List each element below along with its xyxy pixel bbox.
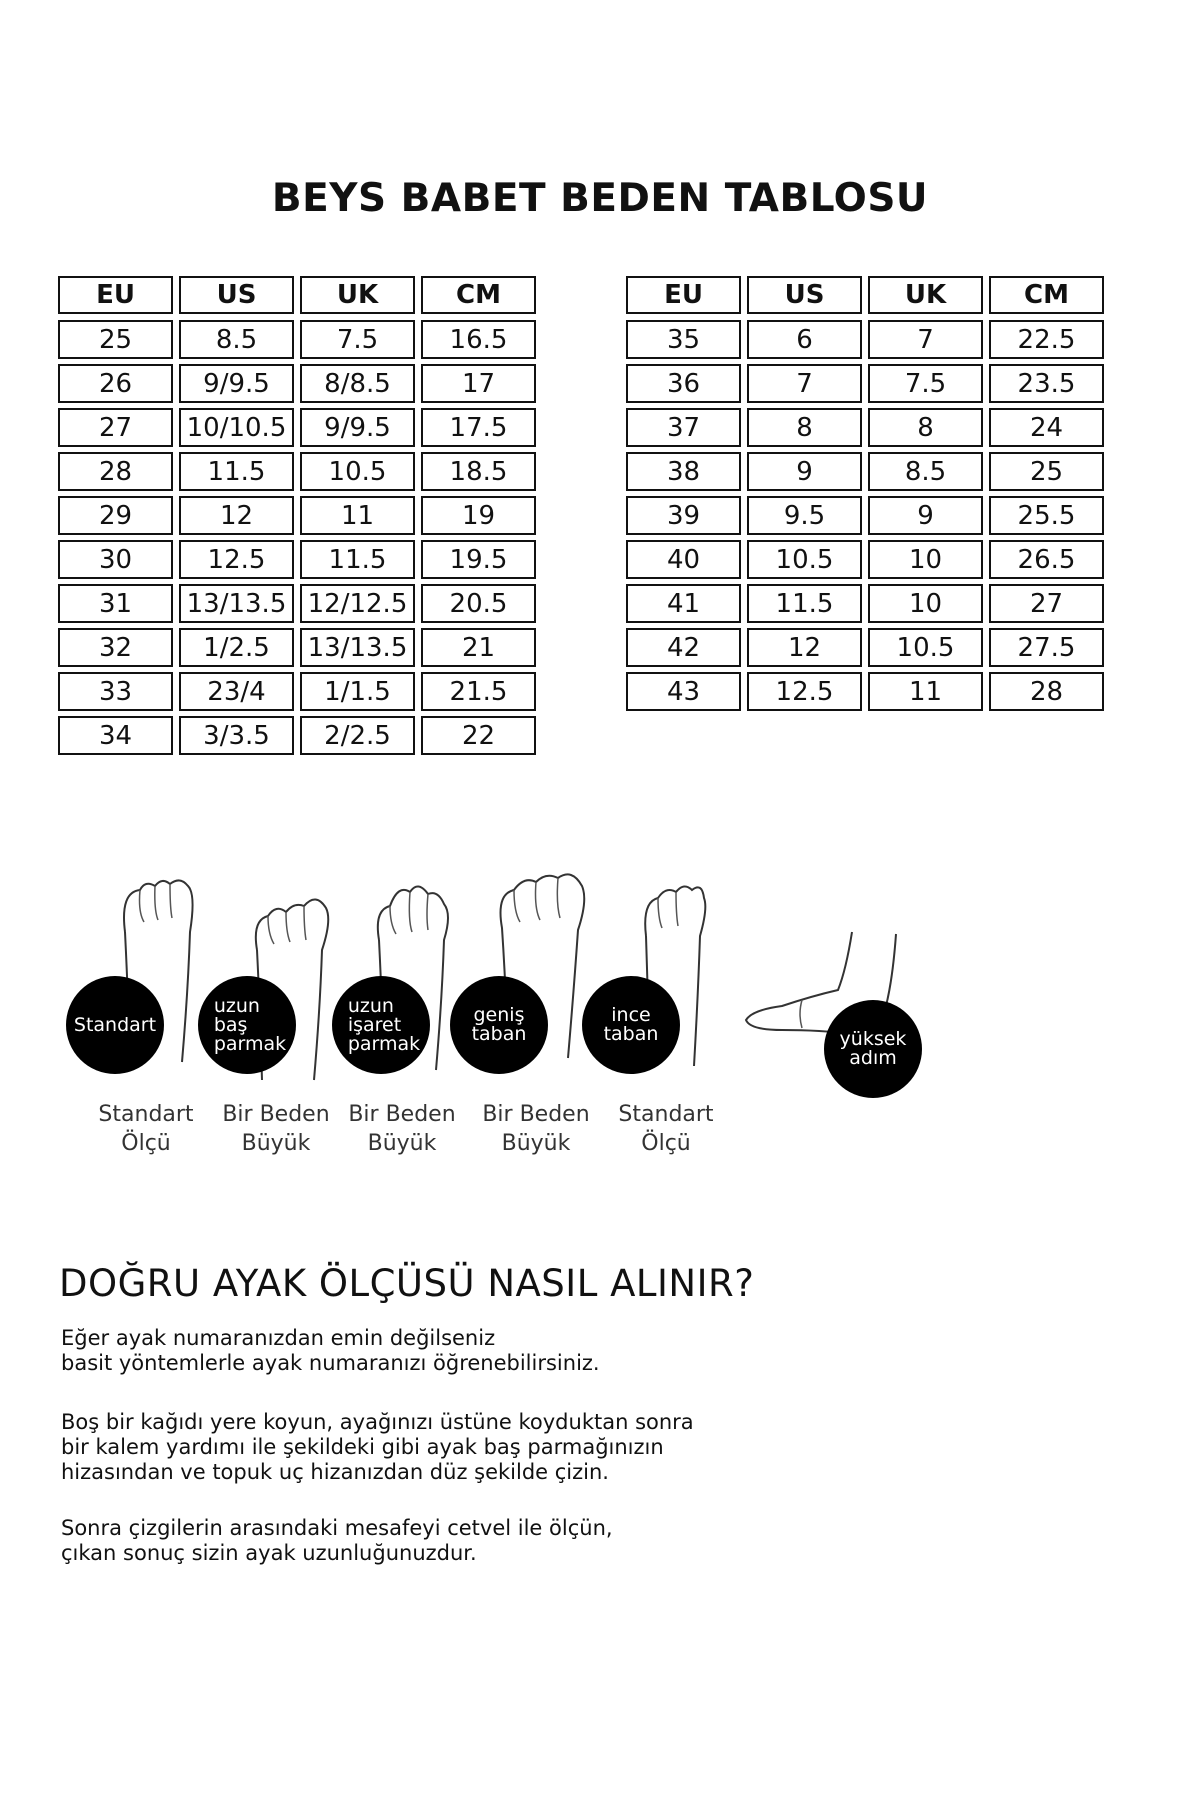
- cell-cm: 23.5: [989, 364, 1104, 403]
- cell-cm: 19.5: [421, 540, 536, 579]
- measure-heading: DOĞRU AYAK ÖLÇÜSÜ NASIL ALINIR?: [59, 1262, 755, 1305]
- cell-eu: 43: [626, 672, 741, 711]
- foot-type-caption: Bir Beden Büyük: [348, 1102, 456, 1156]
- cell-cm: 27.5: [989, 628, 1104, 667]
- measure-paragraph: Eğer ayak numaranızdan emin değilseniz basit yöntemlerle ayak numaranızı öğrenebilirsiniz.: [61, 1326, 600, 1375]
- cell-cm: 22: [421, 716, 536, 755]
- cell-us: 12: [747, 628, 862, 667]
- cell-us: 3/3.5: [179, 716, 294, 755]
- header-us: US: [747, 276, 862, 314]
- cell-us: 12.5: [179, 540, 294, 579]
- cell-us: 9.5: [747, 496, 862, 535]
- foot-type-badge: uzun baş parmak: [198, 976, 296, 1074]
- cell-uk: 11: [868, 672, 983, 711]
- cell-eu: 26: [58, 364, 173, 403]
- cell-uk: 10: [868, 584, 983, 623]
- table-row: [626, 452, 1104, 491]
- cell-cm: 25: [989, 452, 1104, 491]
- header-uk: UK: [300, 276, 415, 314]
- cell-cm: 24: [989, 408, 1104, 447]
- size-table-left: [58, 276, 536, 760]
- table-row: [58, 716, 536, 755]
- cell-cm: 26.5: [989, 540, 1104, 579]
- table-row: [626, 320, 1104, 359]
- size-table-right-body: [626, 320, 1104, 711]
- foot-type-badge: Standart: [66, 976, 164, 1074]
- cell-uk: 10: [868, 540, 983, 579]
- cell-uk: 1/1.5: [300, 672, 415, 711]
- foot-type-caption: Bir Beden Büyük: [222, 1102, 330, 1156]
- cell-cm: 17: [421, 364, 536, 403]
- table-header-row: [626, 276, 1104, 314]
- cell-eu: 35: [626, 320, 741, 359]
- cell-us: 10.5: [747, 540, 862, 579]
- cell-cm: 28: [989, 672, 1104, 711]
- cell-us: 8.5: [179, 320, 294, 359]
- table-row: [58, 584, 536, 623]
- cell-uk: 8/8.5: [300, 364, 415, 403]
- header-cm: CM: [421, 276, 536, 314]
- foot-type-guide: [0, 860, 1000, 1180]
- cell-eu: 40: [626, 540, 741, 579]
- table-row: [58, 320, 536, 359]
- cell-uk: 9: [868, 496, 983, 535]
- cell-cm: 19: [421, 496, 536, 535]
- header-cm: CM: [989, 276, 1104, 314]
- header-eu: EU: [58, 276, 173, 314]
- header-eu: EU: [626, 276, 741, 314]
- cell-cm: 21.5: [421, 672, 536, 711]
- measure-paragraph: Boş bir kağıdı yere koyun, ayağınızı üstüne koyduktan sonra bir kalem yardımı ile şekildeki gibi ayak baş parmağınızın hizasından ve topuk uç hizanızdan düz şekilde çizin.: [61, 1410, 694, 1484]
- header-us: US: [179, 276, 294, 314]
- cell-cm: 21: [421, 628, 536, 667]
- cell-us: 12: [179, 496, 294, 535]
- foot-type-badge: geniş taban: [450, 976, 548, 1074]
- foot-type-badge: ince taban: [582, 976, 680, 1074]
- cell-uk: 10.5: [868, 628, 983, 667]
- cell-us: 1/2.5: [179, 628, 294, 667]
- foot-type-badge: yüksek adım: [824, 1000, 922, 1098]
- cell-us: 6: [747, 320, 862, 359]
- table-row: [58, 672, 536, 711]
- cell-cm: 27: [989, 584, 1104, 623]
- table-row: [626, 408, 1104, 447]
- cell-uk: 11: [300, 496, 415, 535]
- cell-us: 13/13.5: [179, 584, 294, 623]
- table-row: [58, 364, 536, 403]
- measure-paragraph: Sonra çizgilerin arasındaki mesafeyi cetvel ile ölçün, çıkan sonuç sizin ayak uzunluğunuzdur.: [61, 1516, 613, 1565]
- header-uk: UK: [868, 276, 983, 314]
- cell-eu: 36: [626, 364, 741, 403]
- table-row: [626, 584, 1104, 623]
- cell-eu: 37: [626, 408, 741, 447]
- cell-cm: 17.5: [421, 408, 536, 447]
- table-row: [58, 496, 536, 535]
- cell-eu: 33: [58, 672, 173, 711]
- cell-uk: 7.5: [868, 364, 983, 403]
- foot-type-caption: Standart Ölçü: [618, 1102, 714, 1156]
- cell-eu: 41: [626, 584, 741, 623]
- cell-eu: 29: [58, 496, 173, 535]
- foot-type-caption: Standart Ölçü: [98, 1102, 194, 1156]
- cell-eu: 39: [626, 496, 741, 535]
- cell-uk: 8: [868, 408, 983, 447]
- cell-us: 9: [747, 452, 862, 491]
- table-row: [626, 540, 1104, 579]
- cell-us: 23/4: [179, 672, 294, 711]
- cell-us: 11.5: [747, 584, 862, 623]
- table-row: [626, 496, 1104, 535]
- cell-uk: 13/13.5: [300, 628, 415, 667]
- cell-uk: 8.5: [868, 452, 983, 491]
- foot-type-badge: uzun işaret parmak: [332, 976, 430, 1074]
- table-row: [58, 408, 536, 447]
- table-row: [626, 628, 1104, 667]
- cell-us: 10/10.5: [179, 408, 294, 447]
- cell-cm: 20.5: [421, 584, 536, 623]
- cell-eu: 32: [58, 628, 173, 667]
- cell-cm: 25.5: [989, 496, 1104, 535]
- cell-cm: 22.5: [989, 320, 1104, 359]
- cell-eu: 42: [626, 628, 741, 667]
- foot-type-caption: Bir Beden Büyük: [482, 1102, 590, 1156]
- cell-uk: 2/2.5: [300, 716, 415, 755]
- cell-uk: 7: [868, 320, 983, 359]
- cell-eu: 31: [58, 584, 173, 623]
- cell-us: 12.5: [747, 672, 862, 711]
- cell-uk: 7.5: [300, 320, 415, 359]
- cell-eu: 34: [58, 716, 173, 755]
- cell-eu: 30: [58, 540, 173, 579]
- cell-uk: 12/12.5: [300, 584, 415, 623]
- table-row: [58, 540, 536, 579]
- cell-us: 11.5: [179, 452, 294, 491]
- cell-eu: 25: [58, 320, 173, 359]
- cell-eu: 38: [626, 452, 741, 491]
- table-row: [626, 364, 1104, 403]
- size-table-left-body: [58, 320, 536, 755]
- cell-eu: 28: [58, 452, 173, 491]
- cell-cm: 18.5: [421, 452, 536, 491]
- page-title: BEYS BABET BEDEN TABLOSU: [271, 176, 929, 221]
- size-table-right: [626, 276, 1104, 716]
- cell-uk: 11.5: [300, 540, 415, 579]
- cell-eu: 27: [58, 408, 173, 447]
- table-row: [58, 452, 536, 491]
- cell-cm: 16.5: [421, 320, 536, 359]
- cell-uk: 10.5: [300, 452, 415, 491]
- table-row: [58, 628, 536, 667]
- table-row: [626, 672, 1104, 711]
- cell-uk: 9/9.5: [300, 408, 415, 447]
- cell-us: 8: [747, 408, 862, 447]
- cell-us: 9/9.5: [179, 364, 294, 403]
- table-header-row: [58, 276, 536, 314]
- cell-us: 7: [747, 364, 862, 403]
